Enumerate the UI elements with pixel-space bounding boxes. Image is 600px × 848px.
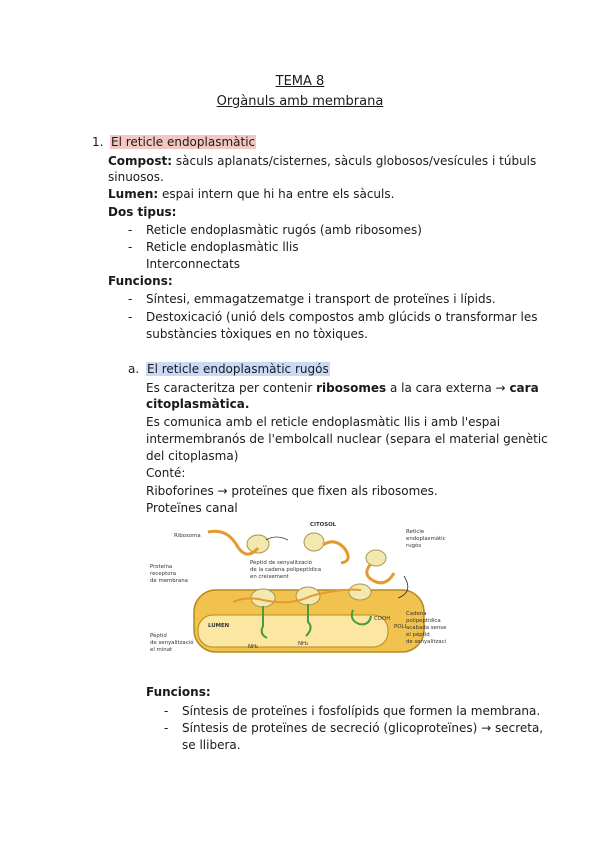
rer-p2-line2: intermembranós de l'embolcall nuclear (separa el material genètic	[146, 432, 548, 446]
rer-p1-line1: Es caracteritza per contenir ribosomes a la cara externa → cara	[146, 381, 539, 395]
ribosome-shape	[366, 550, 386, 566]
lumen-text: espai intern que hi ha entre els sàculs.	[162, 187, 395, 201]
page-title: TEMA 8	[275, 74, 325, 89]
funcions2-item-2-line1: Síntesis de proteïnes de secreció (glicoproteïnes) → secreta,	[182, 721, 544, 735]
label-pepmin: de senyalització	[150, 640, 194, 646]
label-pepsen: Pèptid de senyalització	[250, 560, 313, 566]
list-dash: -	[164, 704, 169, 718]
section-number: 1.	[92, 135, 104, 149]
label-pepsen: de la cadena polipeptídica	[250, 567, 322, 573]
label-nh2: NH₂	[298, 641, 309, 647]
compost-text: sàculs aplanats/cisternes, sàculs globosos/vesícules i túbuls	[175, 154, 537, 168]
riboforines-line: Riboforines → proteïnes que fixen als ribosomes.	[146, 484, 438, 498]
label-proteina: de membrana	[150, 578, 188, 584]
canal-line: Proteïnes canal	[146, 501, 238, 515]
funcions2-item-1: Síntesis de proteïnes i fosfolípids que formen la membrana.	[182, 704, 541, 718]
label-nh2: NH₂	[248, 644, 259, 650]
tipus-label: Dos tipus:	[108, 205, 177, 219]
compost-text-cont: sinuosos.	[108, 170, 164, 184]
ribosome-shape	[296, 587, 320, 605]
section-heading	[110, 133, 256, 151]
rer-p2-line1: Es comunica amb el reticle endoplasmàtic llis i amb l'espai	[146, 415, 501, 429]
label-citosol: CITOSOL	[310, 522, 337, 528]
funcions2-item-2-line2: se llibera.	[182, 738, 241, 752]
subsection-heading	[146, 360, 330, 378]
conte-label: Conté:	[146, 466, 186, 480]
tipus-item-1: Reticle endoplasmàtic rugós (amb ribosomes)	[146, 223, 422, 237]
rer-diagram-svg	[148, 520, 446, 668]
section-heading-text: El reticle endoplasmàtic	[111, 135, 256, 149]
list-dash: -	[128, 292, 133, 306]
label-reticle: Reticle	[406, 529, 425, 535]
label-ribosoma: Ribosoma	[174, 533, 201, 539]
label-pepmin: el minat	[150, 647, 173, 653]
label-cadena: el pèptid	[406, 632, 430, 638]
rer-diagram	[148, 520, 446, 668]
funcions-item-2-line1: Destoxicació (unió dels compostos amb glúcids o transformar les	[146, 310, 538, 324]
label-cooh: COOH	[374, 616, 391, 622]
label-proteina: receptora	[150, 571, 177, 577]
er-lumen	[198, 615, 391, 647]
ribosome-shape	[304, 533, 324, 551]
ribosomes-bold: ribosomes	[316, 381, 387, 395]
funcions2-label: Funcions:	[146, 685, 211, 699]
list-dash: -	[128, 240, 133, 254]
mrna-strand	[367, 565, 394, 583]
label-cadena: polipeptídica	[406, 618, 441, 624]
rer-p2-line3: del citoplasma)	[146, 449, 239, 463]
label-pepsen: en creixement	[250, 574, 289, 580]
label-proteina: Proteïna	[150, 564, 173, 570]
rer-p1-line2: citoplasmàtica.	[146, 397, 250, 411]
ribosome-shape	[247, 535, 269, 553]
label-cadena: de senyalització	[406, 639, 446, 645]
tipus-note: Interconnectats	[146, 257, 241, 271]
list-dash: -	[128, 310, 133, 324]
funcions-item-1: Síntesi, emmagatzematge i transport de proteïnes i lípids.	[146, 292, 496, 306]
page-subtitle: Orgànuls amb membrana	[216, 94, 384, 109]
subsection-letter: a.	[128, 362, 140, 376]
compost-label: Compost:	[108, 154, 173, 168]
label-cadena: Cadena	[406, 611, 427, 617]
compost-line	[108, 152, 537, 170]
tipus-item-2: Reticle endoplasmàtic llis	[146, 240, 299, 254]
label-pepmin: Pèptid	[150, 633, 167, 639]
label-poly: POLI	[394, 624, 407, 630]
label-lumen: LUMEN	[208, 623, 230, 629]
label-reticle: rugós	[406, 543, 422, 549]
cycle-arrow	[266, 537, 288, 540]
funcions-item-2-line2: substàncies tòxiques en no tòxiques.	[146, 327, 368, 341]
lumen-line	[108, 185, 394, 203]
ribosome-shape	[349, 584, 371, 600]
list-dash: -	[128, 223, 133, 237]
list-dash: -	[164, 721, 169, 735]
label-cadena: acabada sense	[406, 625, 446, 631]
label-reticle: endoplasmàtic	[406, 536, 446, 542]
subsection-heading-text: El reticle endoplasmàtic rugós	[147, 362, 329, 376]
lumen-label: Lumen:	[108, 187, 159, 201]
mrna-strand	[323, 542, 348, 563]
funcions-label: Funcions:	[108, 274, 173, 288]
